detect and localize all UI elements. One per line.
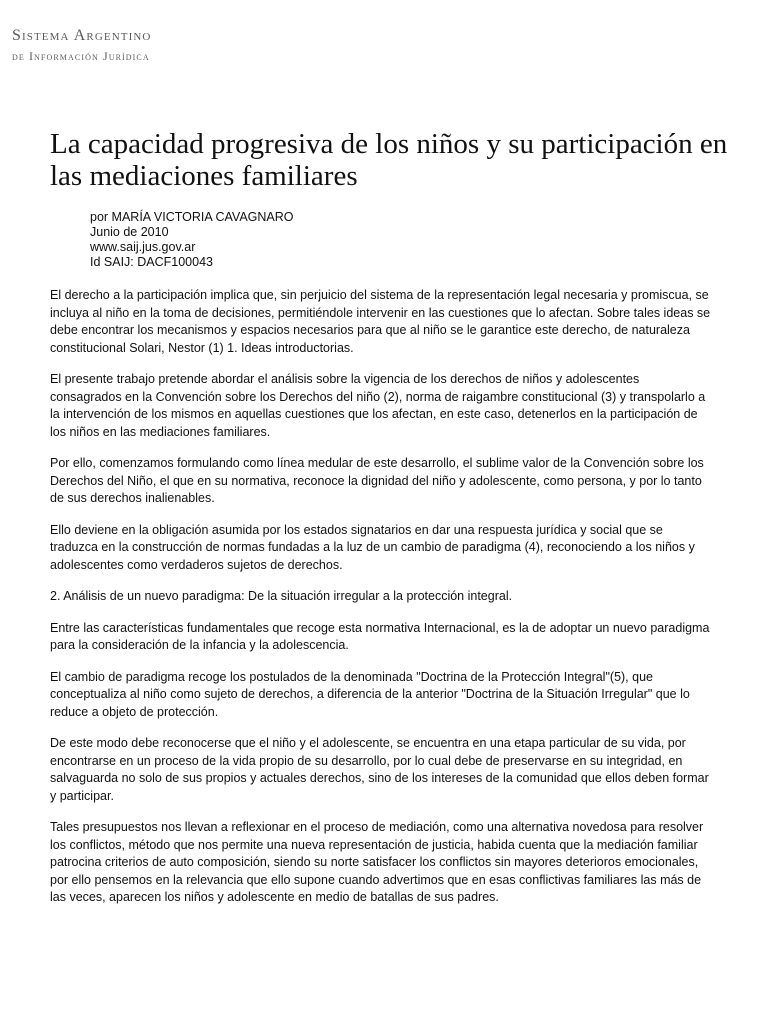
website-line: www.saij.jus.gov.ar xyxy=(90,240,196,254)
author-line: por MARÍA VICTORIA CAVAGNARO xyxy=(90,210,294,224)
paragraph: El derecho a la participación implica que, sin perjuicio del sistema de la representación legal necesaria y promiscua, se incluya al niño en la toma de decisiones, permitiéndole intervenir en las cuestiones que lo afectan. Sobre tales ideas se debe encontrar los mecanismos y espacios necesarios para que al niño se le garantice este derecho, de naturaleza constitucional Solari, Nestor (1) 1. Ideas introductorias. xyxy=(50,288,711,355)
logo-line-1: Sistema Argentino xyxy=(12,27,152,44)
paragraph: Ello deviene en la obligación asumida por los estados signatarios en dar una respuesta jurídica y social que se traduzca en la construcción de normas fundadas a la luz de un cambio de paradigma (4), reconociendo a los niños y adolescentes como verdaderos sujetos de derechos. xyxy=(50,522,695,572)
saij-id-line: Id SAIJ: DACF100043 xyxy=(90,255,213,269)
document-body xyxy=(50,287,714,921)
paragraph: El cambio de paradigma recoge los postulados de la denominada "Doctrina de la Protección Integral"(5), que conceptualiza al niño como sujeto de derechos, a diferencia de la anterior "Doctrina de la Situación Irregular" que lo reduce a objeto de protección. xyxy=(50,669,690,719)
paragraph: Entre las características fundamentales que recoge esta normativa Internacional, es la de adoptar un nuevo paradigma para la consideración de la infancia y la adolescencia. xyxy=(50,620,710,652)
document-title: La capacidad progresiva de los niños y su participación en las mediaciones familiares xyxy=(50,128,728,192)
paragraph: Por ello, comenzamos formulando como línea medular de este desarrollo, el sublime valor de la Convención sobre los Derechos del Niño, el que en su normativa, reconoce la dignidad del niño y adolescente, como persona, y por lo tanto de sus derechos inalienables. xyxy=(50,456,704,505)
document-meta xyxy=(90,210,294,270)
saij-logo xyxy=(12,28,151,62)
paragraph: De este modo debe reconocerse que el niño y el adolescente, se encuentra en una etapa particular de su vida, por encontrarse en un proceso de la vida propio de su desarrollo, por lo cual debe de preservarse en su integridad, en salvaguarda no solo de sus propios y actuales derechos, sino de los intereses de la comunidad que ellos deben formar y participar. xyxy=(50,736,709,803)
date-line: Junio de 2010 xyxy=(90,225,169,239)
paragraph: El presente trabajo pretende abordar el análisis sobre la vigencia de los derechos de niños y adolescentes consagrados en la Convención sobre los Derechos del niño (2), norma de raigambre constitucional (3) y transpolarlo a la intervención de los mismos en aquellas cuestiones que los afectan, en este caso, detenerlos en la participación de los niños en las mediaciones familiares. xyxy=(50,372,706,439)
section-heading: 2. Análisis de un nuevo paradigma: De la situación irregular a la protección integral. xyxy=(50,589,513,603)
paragraph: Tales presupuestos nos llevan a reflexionar en el proceso de mediación, como una alternativa novedosa para resolver los conflictos, método que nos permite una nueva representación de justicia, habida cuenta que la mediación familiar patrocina criterios de auto composición, siendo su norte satisfacer los conflictos sin mayores deterioros emocionales, por ello pensemos en la relevancia que ello supone cuando advertimos que en esas conflictivas familiares las más de las veces, aparecen los niños y adolescente en medio de batallas de sus padres. xyxy=(50,820,704,904)
logo-line-2: de Información Jurídica xyxy=(12,49,150,63)
